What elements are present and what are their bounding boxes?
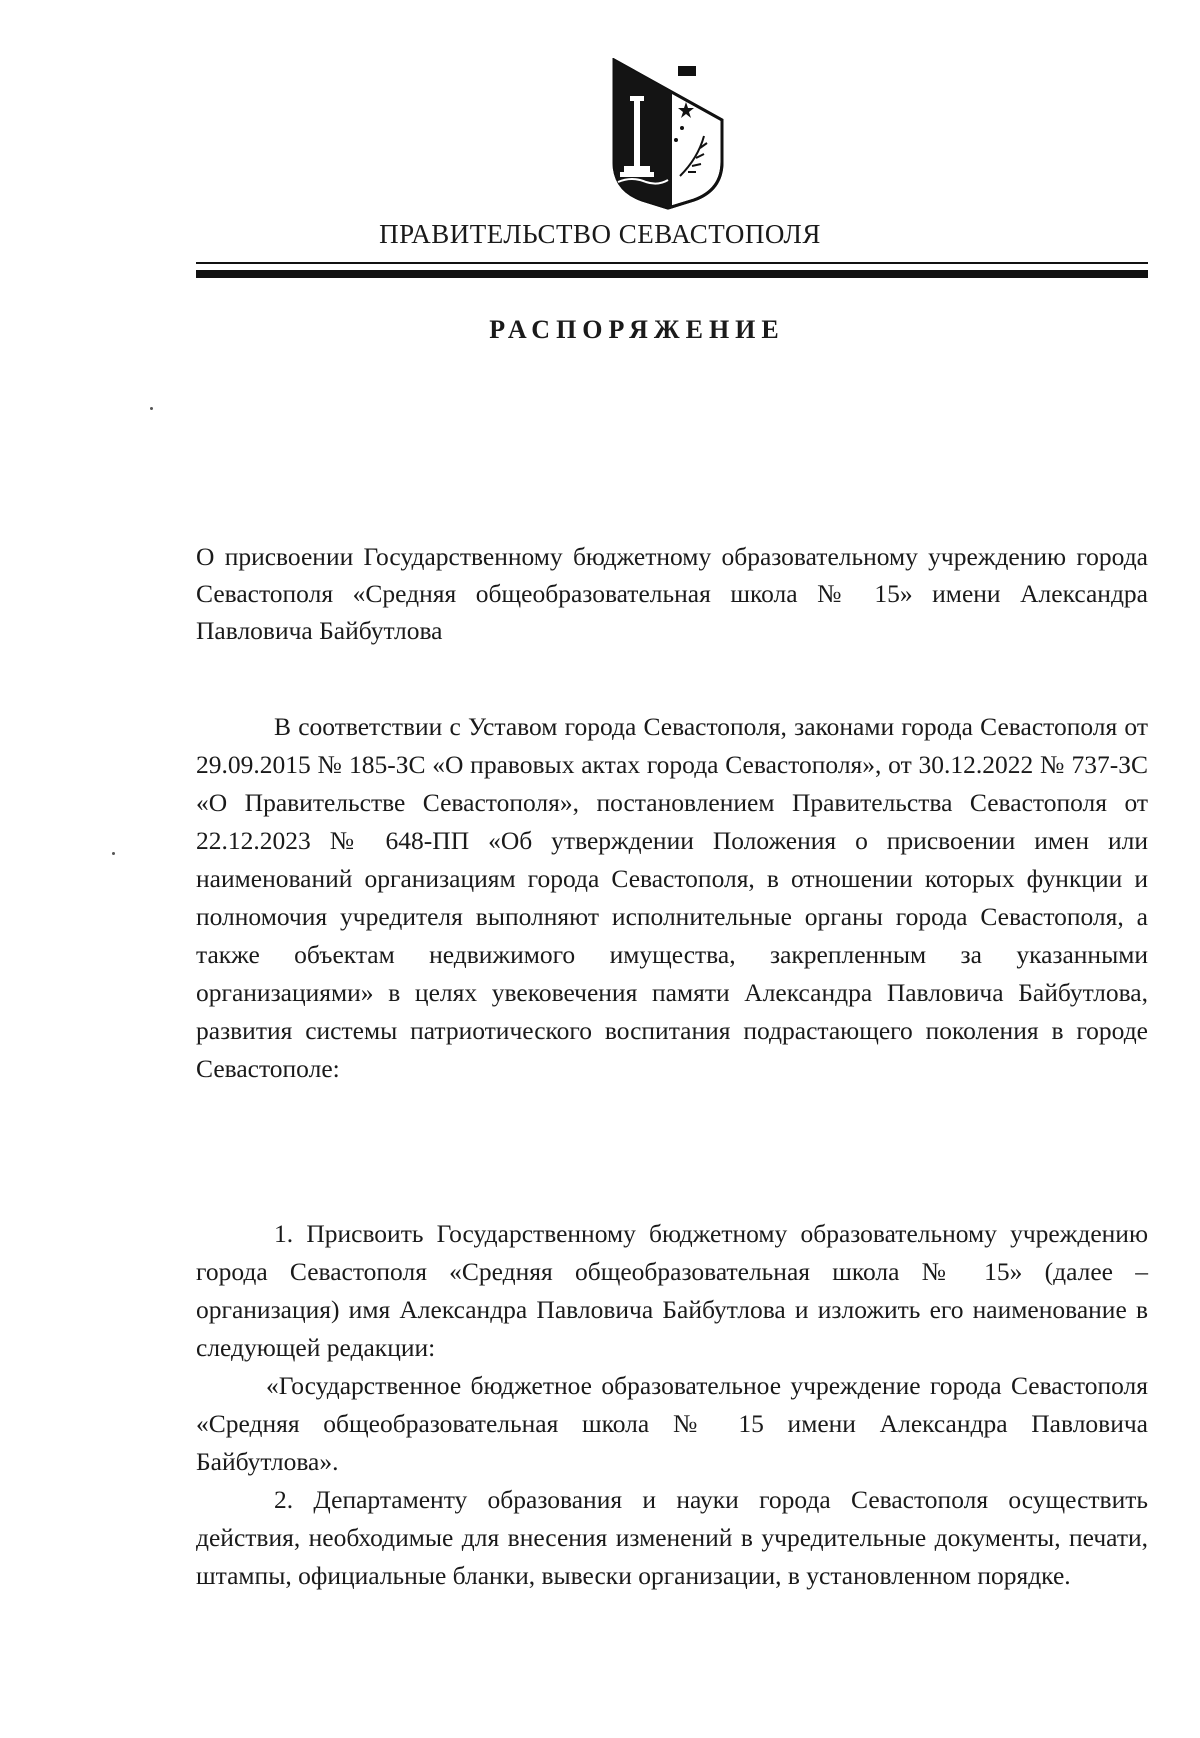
preamble-paragraph: В соответствии с Уставом города Севастополя, законами города Севастополя от 29.09.2015 № 185-ЗС «О правовых актах города Севастополя», от 30.12.2022 № 737-ЗС «О Правительстве Севастополя», постановлением Правительства Севастополя от 22.12.2023 № 648-ПП «Об утверждении Положения о присвоении имен или наименований организациям города Севастополя, в отношении которых функции и полномочия учредителя выполняют исполнительные органы города Севастополя, а также объектам недвижимого имущества, закрепленным за указанными организациями» в целях увековечения памяти Александра Павловича Байбутлова, развития системы патриотического воспитания подрастающего поколения в городе Севастополе: bbox=[196, 712, 1148, 1083]
scan-speck bbox=[112, 852, 115, 855]
government-title: ПРАВИТЕЛЬСТВО СЕВАСТОПОЛЯ bbox=[379, 219, 821, 249]
document-subject: О присвоении Государственному бюджетному образовательному учреждению города Севастополя «Средняя общеобразовательная школа № 15» имени Александра Павловича Байбутлова bbox=[196, 542, 1148, 645]
header-divider-thick bbox=[196, 270, 1148, 278]
item-2-paragraph: 2. Департаменту образования и науки города Севастополя осуществить действия, необходимые для внесения изменений в учредительные документы, печати, штампы, официальные бланки, вывески организации, в установленном порядке. bbox=[196, 1485, 1148, 1590]
scan-speck bbox=[150, 407, 153, 410]
item-1-paragraph: 1. Присвоить Государственному бюджетному образовательному учреждению города Севастополя «Средняя общеобразовательная школа № 15» (далее – организация) имя Александра Павловича Байбутлова и изложить его наименование в следующей редакции: bbox=[196, 1219, 1148, 1362]
new-name-paragraph: «Государственное бюджетное образовательное учреждение города Севастополя «Средняя общеобразовательная школа № 15 имени Александра Павловича Байбутлова». bbox=[196, 1371, 1148, 1476]
sevastopol-coat-of-arms-icon bbox=[612, 58, 724, 210]
header-divider-thin bbox=[196, 262, 1148, 264]
preamble-block bbox=[196, 708, 1148, 1088]
document-type-heading: РАСПОРЯЖЕНИЕ bbox=[489, 315, 785, 344]
items-block bbox=[196, 1215, 1148, 1595]
